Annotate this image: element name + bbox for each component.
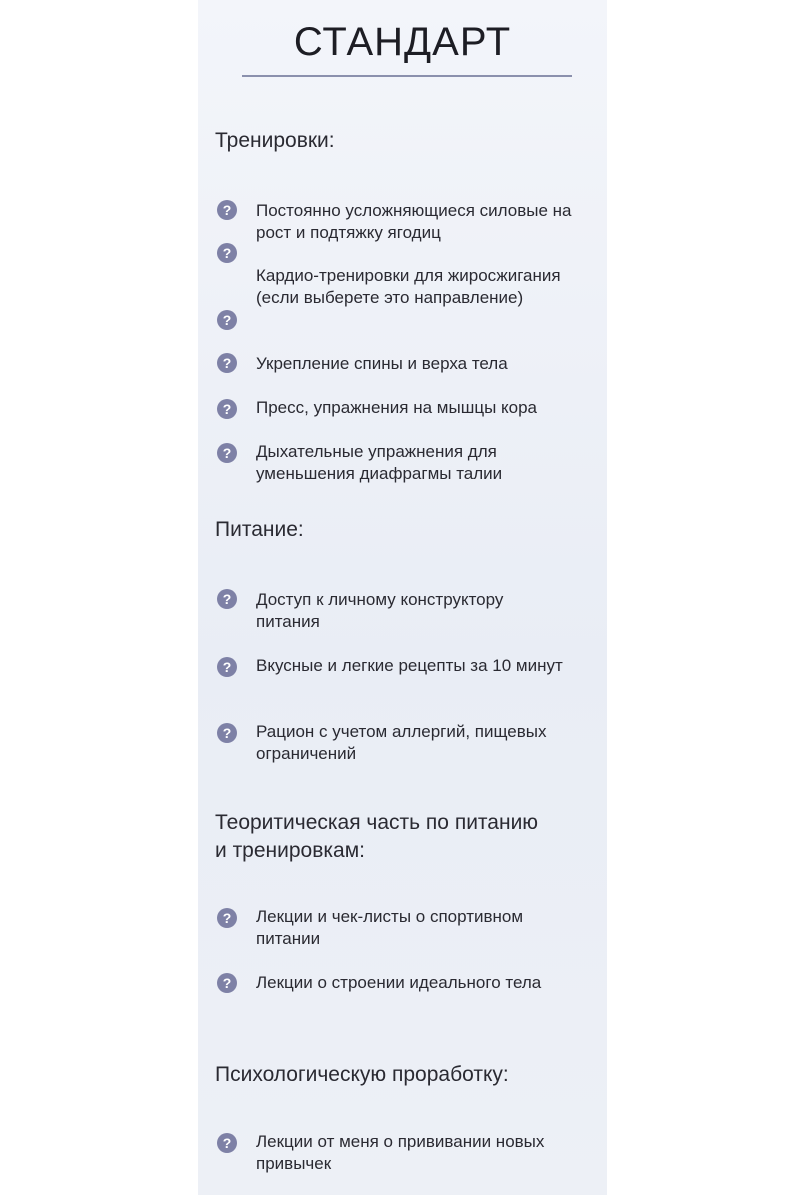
question-icon[interactable]: ? bbox=[217, 657, 237, 677]
plan-card bbox=[198, 0, 607, 1195]
question-icon[interactable]: ? bbox=[217, 589, 237, 609]
list-item: Доступ к личному конструктору питания bbox=[256, 590, 504, 631]
list-item: Рацион с учетом аллергий, пищевых ограничений bbox=[256, 722, 547, 763]
question-icon[interactable]: ? bbox=[217, 443, 237, 463]
list-item: Лекции от меня о прививании новых привычек bbox=[256, 1132, 545, 1173]
question-icon[interactable]: ? bbox=[217, 908, 237, 928]
question-icon[interactable]: ? bbox=[217, 973, 237, 993]
title-divider bbox=[242, 75, 572, 77]
section-heading-training: Тренировки: bbox=[215, 129, 335, 152]
section-heading-nutrition: Питание: bbox=[215, 518, 304, 541]
list-item: Лекции о строении идеального тела bbox=[256, 973, 542, 992]
list-item: Дыхательные упражнения для уменьшения диафрагмы талии bbox=[256, 442, 503, 483]
question-icon[interactable]: ? bbox=[217, 399, 237, 419]
plan-title: СТАНДАРТ bbox=[293, 20, 512, 64]
question-icon[interactable]: ? bbox=[217, 310, 237, 330]
question-icon[interactable]: ? bbox=[217, 1133, 237, 1153]
list-item: Постоянно усложняющиеся силовые на рост и подтяжку ягодиц bbox=[256, 201, 572, 242]
question-icon[interactable]: ? bbox=[217, 243, 237, 263]
list-item: Укрепление спины и верха тела bbox=[256, 354, 508, 373]
question-icon[interactable]: ? bbox=[217, 200, 237, 220]
list-item: Пресс, упражнения на мышцы кора bbox=[256, 398, 537, 417]
section-heading-theory: Теоритическая часть по питанию и тренировкам: bbox=[215, 811, 539, 862]
list-item: Лекции и чек-листы о спортивном питании bbox=[256, 907, 524, 948]
question-icon[interactable]: ? bbox=[217, 723, 237, 743]
question-icon[interactable]: ? bbox=[217, 353, 237, 373]
list-item: Кардио-тренировки для жиросжигания (если выберете это направление) bbox=[256, 266, 561, 307]
list-item: Вкусные и легкие рецепты за 10 минут bbox=[256, 656, 563, 675]
section-heading-psychology: Психологическую проработку: bbox=[215, 1063, 509, 1086]
